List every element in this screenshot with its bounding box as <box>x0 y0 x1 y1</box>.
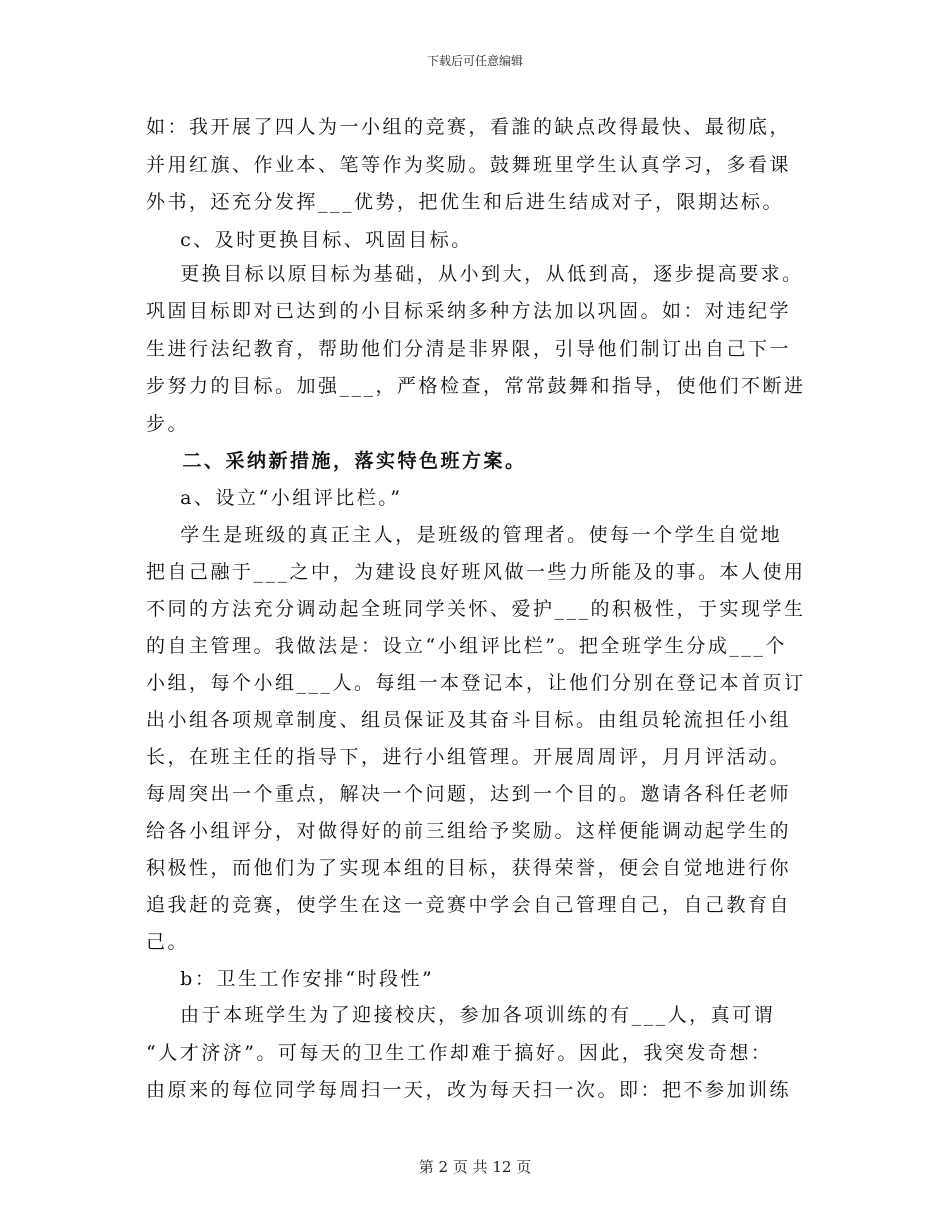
body-line: 学生是班级的真正主人，是班级的管理者。使每一个学生自觉地 <box>146 524 783 546</box>
body-line: 生进行法纪教育，帮助他们分清是非界限，引导他们制订出自己下一 <box>146 338 792 360</box>
body-line: “人才济济”。可每天的卫生工作却难于搞好。因此，我突发奇想： <box>146 1042 773 1064</box>
body-line: 出小组各项规章制度、组员保证及其奋斗目标。由组员轮流担任小组 <box>146 709 792 731</box>
body-line: 追我赶的竞赛，使学生在这一竞赛中学会自己管理自己，自己教育自 <box>146 894 792 916</box>
body-line: a、设立“小组评比栏。” <box>146 487 403 509</box>
body-line: 并用红旗、作业本、笔等作为奖励。鼓舞班里学生认真学习，多看课 <box>146 154 792 176</box>
body-line: 长，在班主任的指导下，进行小组管理。开展周周评，月月评活动。 <box>146 746 792 768</box>
body-line: 步。 <box>146 413 190 435</box>
body-line: 步努力的目标。加强___，严格检查，常常鼓舞和指导，使他们不断进 <box>146 375 806 397</box>
body-line: 外书，还充分发挥___优势，把优生和后进生结成对子，限期达标。 <box>146 191 785 213</box>
body-line: 把自己融于___之中，为建设良好班风做一些力所能及的事。本人使用 <box>146 561 806 583</box>
page-header: 下载后可任意编辑 <box>426 54 523 68</box>
body-line: 由原来的每位同学每周扫一天，改为每天扫一次。即：把不参加训练 <box>146 1079 792 1101</box>
body-line: b：卫生工作安排“时段性” <box>146 968 435 990</box>
body-line: 由于本班学生为了迎接校庆，参加各项训练的有___人，真可谓 <box>146 1004 776 1026</box>
body-line: c、及时更换目标、巩固目标。 <box>146 229 473 251</box>
body-line: 如：我开展了四人为一小组的竞赛，看誰的缺点改得最快、最彻底， <box>146 116 792 138</box>
body-line: 不同的方法充分调动起全班同学关怀、爱护___的积极性，于实现学生 <box>146 598 806 620</box>
body-line: 更换目标以原目标为基础，从小到大，从低到高，逐步提高要求。 <box>146 263 804 285</box>
body-line: 己。 <box>146 931 190 953</box>
body-line: 积极性，而他们为了实现本组的目标，获得荣誉，便会自觉地进行你 <box>146 857 792 879</box>
body-line: 每周突出一个重点，解决一个问题，达到一个目的。邀请各科任老师 <box>146 783 792 805</box>
body-line: 给各小组评分，对做得好的前三组给予奖励。这样便能调动起学生的 <box>146 820 792 842</box>
section-heading: 二、采纳新措施，落实特色班方案。 <box>146 450 527 472</box>
page-footer: 第 2 页 共 12 页 <box>418 1158 532 1176</box>
body-line: 巩固目标即对已达到的小目标采纳多种方法加以巩固。如：对违纪学 <box>146 300 792 322</box>
body-line: 的自主管理。我做法是：设立“小组评比栏”。把全班学生分成___个 <box>146 635 787 657</box>
body-line: 小组，每个小组___人。每组一本登记本，让他们分别在登记本首页订 <box>146 672 806 694</box>
